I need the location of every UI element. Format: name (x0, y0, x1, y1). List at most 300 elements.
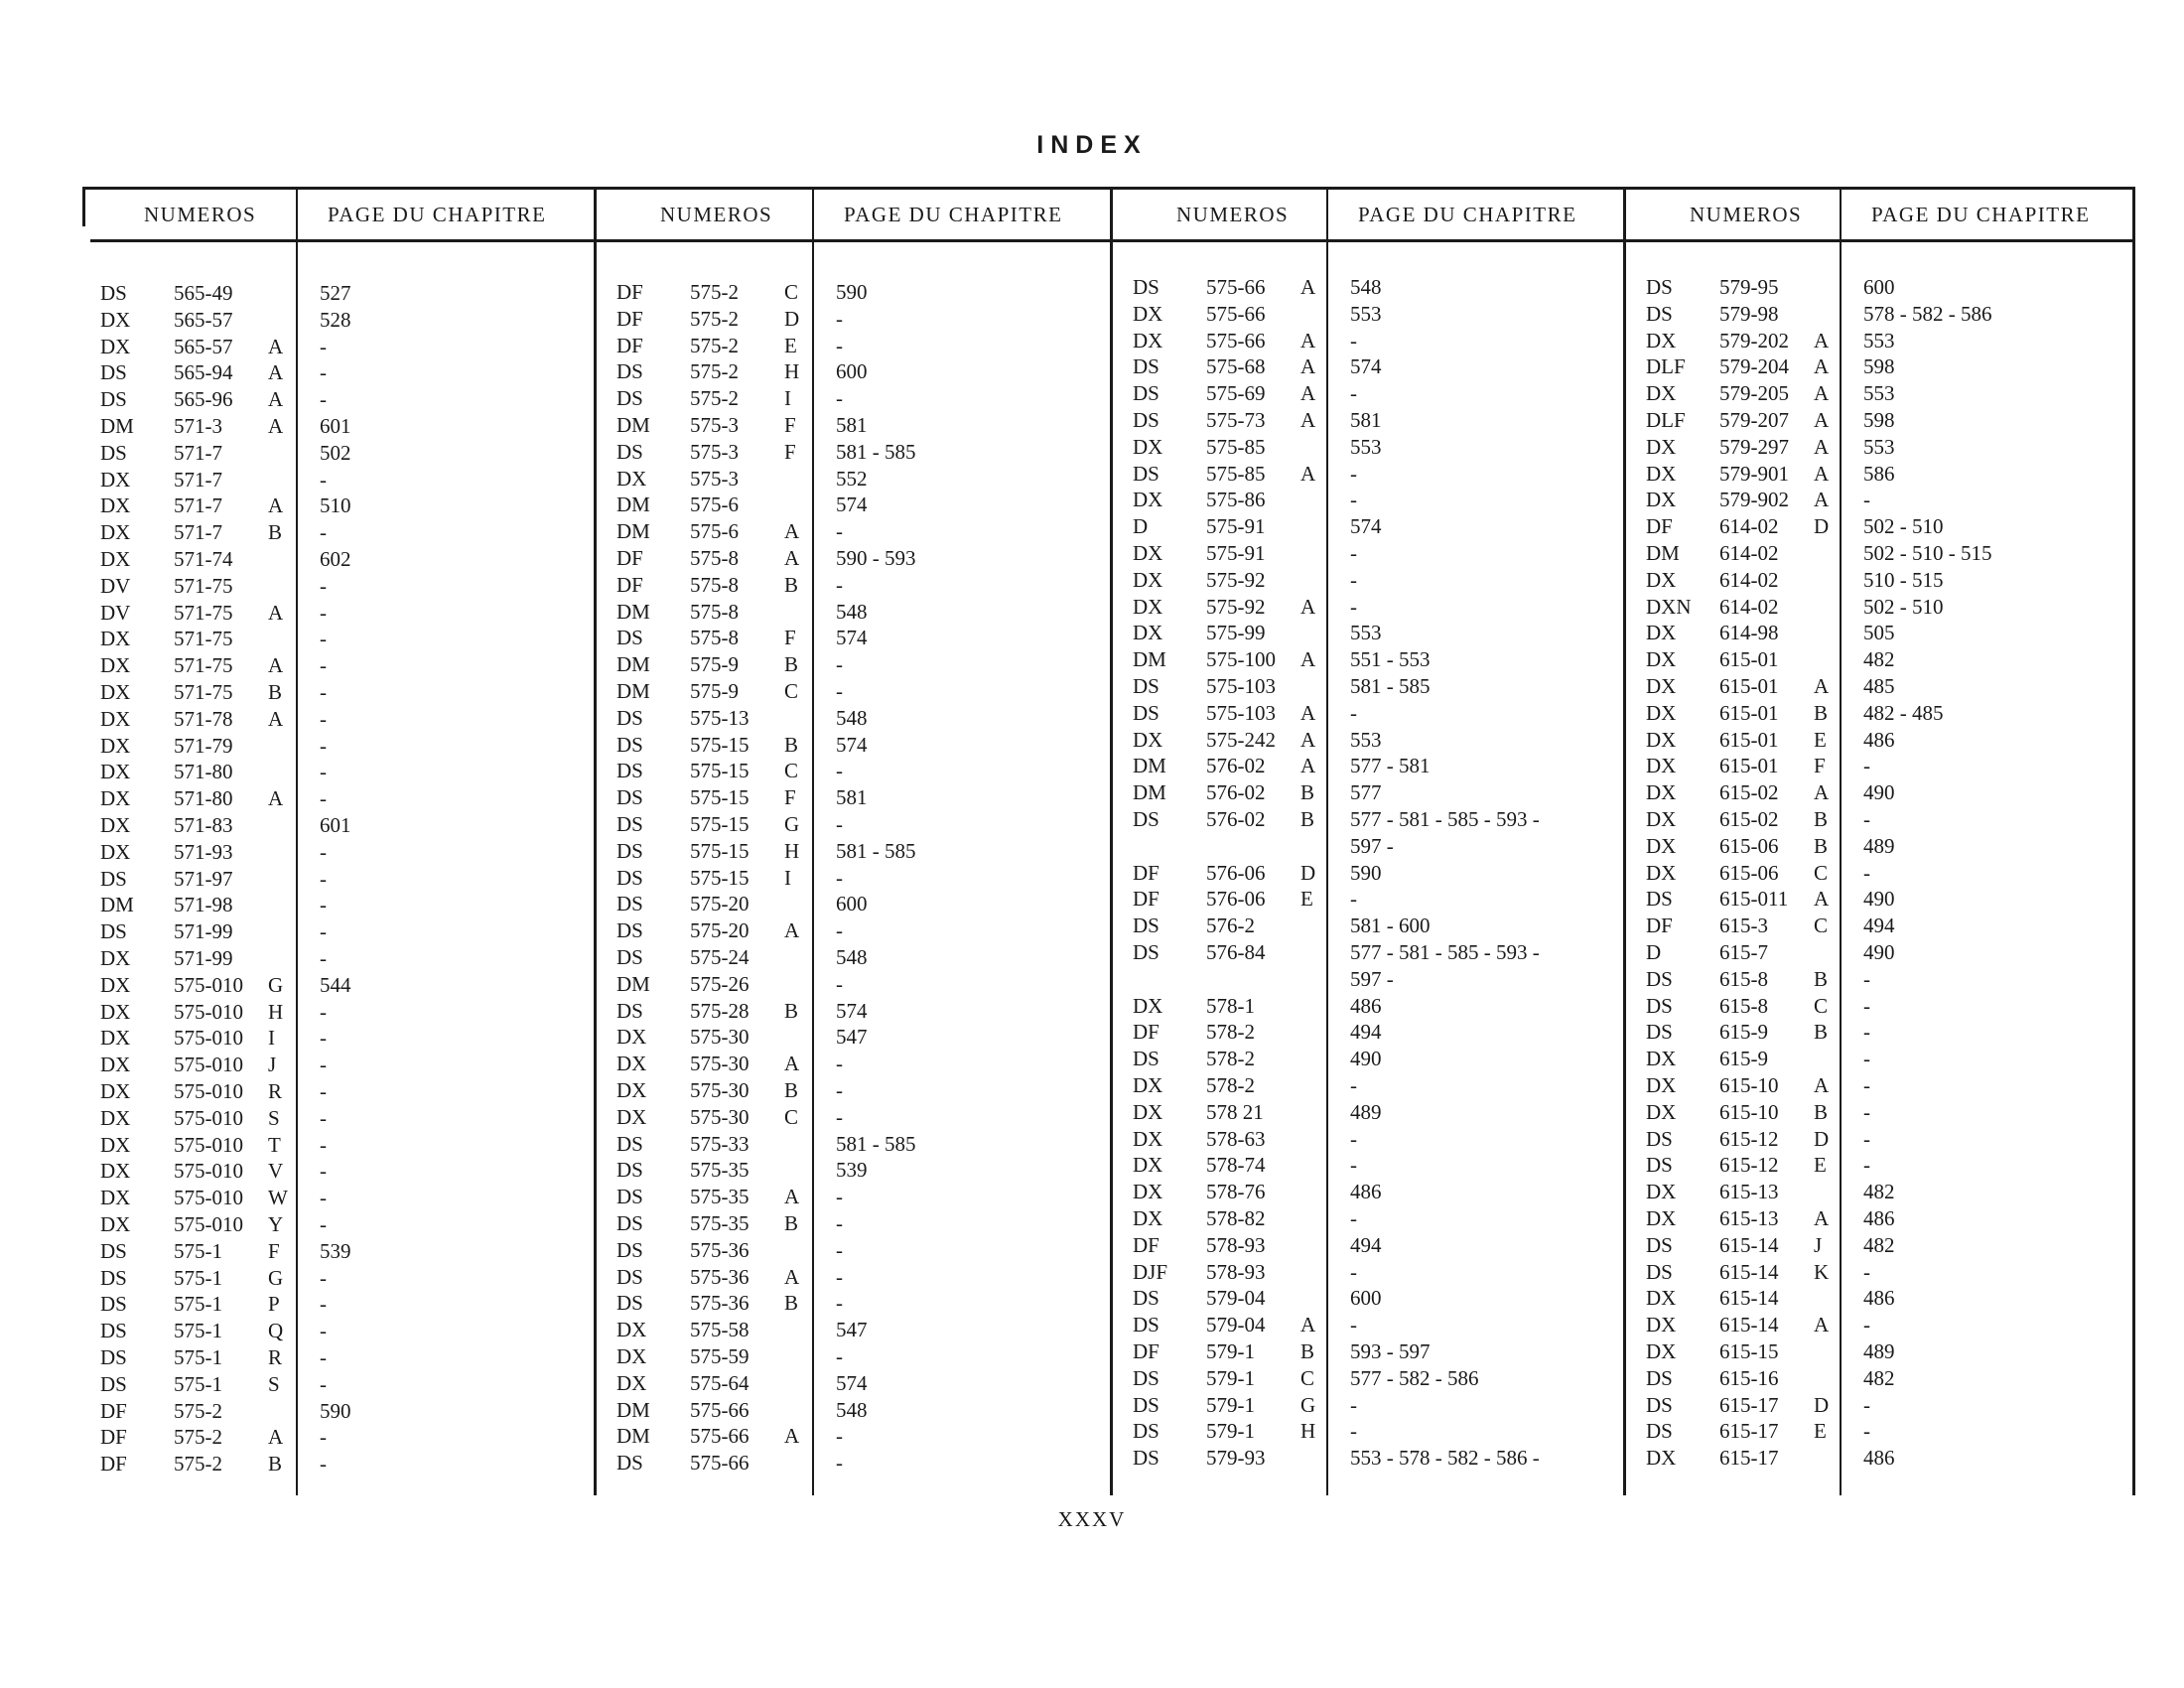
chapter-pages: 494 (1350, 1232, 1382, 1257)
model-code: DJF (1133, 1259, 1168, 1284)
page-title: INDEX (1036, 131, 1148, 159)
model-code: DX (1133, 1153, 1163, 1178)
part-number: 575-103 (1206, 674, 1276, 698)
part-number: 575-36 (690, 1264, 750, 1289)
part-suffix: F (1814, 754, 1826, 778)
model-code: DF (1133, 1232, 1160, 1257)
part-number: 615-8 (1719, 993, 1768, 1018)
part-suffix: A (784, 918, 800, 943)
chapter-pages: - (1350, 1419, 1357, 1444)
chapter-pages: - (320, 1186, 327, 1210)
part-suffix: B (1300, 780, 1315, 805)
part-suffix: A (1814, 328, 1830, 352)
part-number: 575-15 (690, 865, 750, 890)
chapter-pages: - (836, 333, 843, 357)
chapter-pages: - (836, 1052, 843, 1076)
chapter-pages: - (836, 971, 843, 996)
chapter-pages: - (320, 946, 327, 970)
part-number: 575-64 (690, 1370, 750, 1395)
part-number: 615-01 (1719, 674, 1779, 698)
part-suffix: A (1814, 780, 1830, 805)
chapter-pages: - (1350, 1392, 1357, 1417)
model-code: DX (1646, 1339, 1677, 1363)
chapter-pages: 578 - 582 - 586 (1863, 301, 1992, 326)
chapter-pages: - (320, 1105, 327, 1130)
part-suffix: A (1300, 1313, 1316, 1337)
model-code: DS (100, 919, 127, 944)
chapter-pages: 553 (1863, 328, 1895, 352)
chapter-pages: - (1350, 1259, 1357, 1284)
model-code: DX (1133, 1206, 1163, 1230)
part-number: 571-98 (174, 893, 233, 917)
chapter-pages: - (320, 1425, 327, 1450)
chapter-pages: - (836, 572, 843, 597)
chapter-pages: - (836, 1185, 843, 1209)
model-code: DS (616, 626, 643, 650)
part-number: 575-85 (1206, 434, 1266, 459)
chapter-pages: - (836, 306, 843, 331)
part-suffix: B (268, 680, 283, 704)
chapter-pages: - (1863, 754, 1870, 778)
model-code: DX (1646, 754, 1677, 778)
model-code: DS (1133, 1392, 1160, 1417)
part-number: 575-1 (174, 1265, 222, 1290)
part-number: 575-92 (1206, 567, 1266, 592)
part-suffix: C (784, 280, 799, 304)
part-suffix: A (1814, 1313, 1830, 1337)
model-code: DX (1646, 461, 1677, 486)
model-code: DX (1646, 1047, 1677, 1071)
part-suffix: A (1300, 647, 1316, 672)
part-number: 579-04 (1206, 1286, 1266, 1311)
model-code: DS (616, 1185, 643, 1209)
chapter-pages: - (836, 1344, 843, 1368)
part-number: 571-79 (174, 733, 233, 758)
model-code: DX (1133, 621, 1163, 645)
part-number: 575-24 (690, 945, 750, 969)
model-code: DX (1133, 1126, 1163, 1151)
model-code: DM (616, 971, 650, 996)
part-suffix: E (1814, 727, 1827, 752)
part-number: 614-02 (1719, 541, 1779, 565)
part-suffix: A (1814, 674, 1830, 698)
part-suffix: A (1300, 754, 1316, 778)
model-code: DF (100, 1452, 127, 1477)
model-code: DS (1646, 1392, 1673, 1417)
part-number: 575-26 (690, 971, 750, 996)
model-code: DS (1646, 301, 1673, 326)
chapter-pages: 510 (320, 493, 351, 518)
part-number: 578-93 (1206, 1259, 1266, 1284)
chapter-pages: 494 (1863, 914, 1895, 938)
part-number: 575-15 (690, 785, 750, 810)
part-number: 571-97 (174, 866, 233, 891)
model-code: DX (1646, 567, 1677, 592)
part-suffix: A (268, 493, 284, 518)
table-top-rule (82, 187, 2135, 190)
part-number: 615-9 (1719, 1047, 1768, 1071)
model-code: DV (100, 573, 131, 598)
chapter-pages: - (1350, 328, 1357, 352)
part-number: 579-98 (1719, 301, 1779, 326)
model-code: DS (100, 866, 127, 891)
chapter-pages: - (836, 1237, 843, 1262)
part-number: 575-100 (1206, 647, 1276, 672)
part-number: 614-98 (1719, 621, 1779, 645)
model-code: DX (100, 680, 131, 704)
model-code: DX (1646, 621, 1677, 645)
part-number: 579-204 (1719, 354, 1789, 379)
part-suffix: D (1814, 1392, 1830, 1417)
chapter-pages: 577 (1350, 780, 1382, 805)
model-code: DF (1133, 1020, 1160, 1045)
model-code: DX (1133, 993, 1163, 1018)
model-code: DX (100, 1053, 131, 1077)
model-code: DS (616, 386, 643, 411)
chapter-pages: 590 (1350, 860, 1382, 885)
part-number: 575-66 (690, 1397, 750, 1422)
part-number: 575-3 (690, 466, 739, 491)
model-code: DS (100, 1292, 127, 1317)
model-code: DS (1646, 275, 1673, 299)
part-number: 576-02 (1206, 780, 1266, 805)
part-number: 575-010 (174, 1132, 243, 1157)
model-code: DX (1646, 833, 1677, 858)
model-code: DM (616, 1424, 650, 1449)
model-code: DS (1133, 1419, 1160, 1444)
part-number: 575-35 (690, 1211, 750, 1235)
part-suffix: A (268, 600, 284, 625)
chapter-pages: 485 (1863, 674, 1895, 698)
model-code: DS (1646, 1365, 1673, 1390)
chapter-pages: 494 (1350, 1020, 1382, 1045)
chapter-pages: 502 - 510 (1863, 594, 1944, 619)
model-code: DS (1133, 1313, 1160, 1337)
part-number: 578-76 (1206, 1180, 1266, 1204)
part-number: 579-902 (1719, 488, 1789, 512)
chapter-pages: 548 (836, 599, 868, 624)
part-number: 575-36 (690, 1291, 750, 1316)
part-suffix: R (268, 1345, 283, 1369)
part-number: 571-74 (174, 547, 233, 571)
chapter-pages: - (1863, 1392, 1870, 1417)
chapter-pages: - (1863, 1126, 1870, 1151)
chapter-pages: - (320, 467, 327, 492)
part-number: 578-63 (1206, 1126, 1266, 1151)
chapter-pages: - (320, 387, 327, 412)
chapter-pages: - (1350, 594, 1357, 619)
model-code: DX (1646, 1286, 1677, 1311)
chapter-pages: - (1350, 1126, 1357, 1151)
model-code: DX (1646, 1313, 1677, 1337)
part-number: 615-12 (1719, 1126, 1779, 1151)
model-code: DS (616, 1131, 643, 1156)
part-number: 575-103 (1206, 700, 1276, 725)
part-number: 571-80 (174, 760, 233, 784)
column-separator (296, 187, 298, 1495)
part-number: 575-2 (690, 333, 739, 357)
part-suffix: H (784, 359, 800, 384)
part-number: 576-06 (1206, 887, 1266, 912)
part-number: 571-7 (174, 467, 222, 492)
model-code: DX (1646, 727, 1677, 752)
model-code: DX (100, 307, 131, 332)
part-number: 579-297 (1719, 434, 1789, 459)
chapter-pages: 539 (320, 1238, 351, 1263)
part-number: 575-010 (174, 972, 243, 997)
chapter-pages: - (320, 999, 327, 1024)
chapter-pages: 581 - 585 (836, 1131, 916, 1156)
chapter-pages: 577 - 581 - 585 - 593 - (1350, 807, 1540, 831)
model-code: DF (1133, 860, 1160, 885)
part-suffix: A (784, 1052, 800, 1076)
part-number: 571-80 (174, 786, 233, 811)
chapter-pages: - (836, 519, 843, 544)
chapter-pages: - (320, 1212, 327, 1236)
model-code: DS (1646, 1126, 1673, 1151)
chapter-pages: 482 (1863, 1365, 1895, 1390)
model-code: DS (1646, 1020, 1673, 1045)
part-number: 575-66 (1206, 275, 1266, 299)
model-code: DF (616, 280, 643, 304)
model-code: DX (1646, 1446, 1677, 1471)
part-number: 615-10 (1719, 1073, 1779, 1097)
part-number: 571-7 (174, 520, 222, 545)
model-code: DS (616, 359, 643, 384)
chapter-pages: - (320, 733, 327, 758)
part-number: 575-30 (690, 1104, 750, 1129)
model-code: DS (616, 918, 643, 943)
model-code: DS (1133, 674, 1160, 698)
part-suffix: A (1814, 434, 1830, 459)
model-code: DS (616, 1211, 643, 1235)
part-suffix: D (1300, 860, 1316, 885)
chapter-pages: 552 (836, 466, 868, 491)
part-suffix: A (1300, 727, 1316, 752)
header-numeros: NUMEROS (144, 203, 257, 226)
chapter-pages: 581 (836, 413, 868, 437)
part-number: 571-99 (174, 919, 233, 944)
part-number: 575-010 (174, 1026, 243, 1051)
chapter-pages: 527 (320, 281, 351, 305)
model-code: DX (100, 1186, 131, 1210)
chapter-pages: 598 (1863, 354, 1895, 379)
model-code: DX (1646, 807, 1677, 831)
model-code: DF (616, 333, 643, 357)
header-page-du-chapitre: PAGE DU CHAPITRE (844, 203, 1063, 226)
part-number: 575-242 (1206, 727, 1276, 752)
part-suffix: B (1814, 966, 1829, 991)
chapter-pages: - (320, 1371, 327, 1396)
model-code: DX (1133, 1180, 1163, 1204)
part-number: 575-92 (1206, 594, 1266, 619)
model-code: DS (100, 1319, 127, 1343)
part-number: 579-205 (1719, 381, 1789, 406)
model-code: DS (100, 1238, 127, 1263)
part-number: 615-06 (1719, 860, 1779, 885)
chapter-pages: 581 (836, 785, 868, 810)
model-code: DX (616, 1370, 647, 1395)
part-suffix: C (784, 1104, 799, 1129)
part-number: 575-2 (174, 1452, 222, 1477)
part-number: 614-02 (1719, 567, 1779, 592)
part-suffix: S (268, 1371, 280, 1396)
part-suffix: A (784, 1264, 800, 1289)
part-number: 615-16 (1719, 1365, 1779, 1390)
model-code: DS (616, 1158, 643, 1183)
part-number: 614-02 (1719, 514, 1779, 539)
model-code: DM (616, 652, 650, 677)
part-suffix: B (1300, 807, 1315, 831)
model-code: DF (1646, 914, 1673, 938)
part-number: 579-95 (1719, 275, 1779, 299)
part-number: 575-2 (690, 306, 739, 331)
model-code: DX (1646, 434, 1677, 459)
model-code: DS (616, 439, 643, 464)
chapter-pages: - (836, 1078, 843, 1102)
part-number: 615-8 (1719, 966, 1768, 991)
chapter-pages: 548 (836, 705, 868, 730)
chapter-pages: - (1863, 1020, 1870, 1045)
chapter-pages: 528 (320, 307, 351, 332)
part-number: 578-2 (1206, 1020, 1255, 1045)
chapter-pages: 544 (320, 972, 351, 997)
model-code: DX (100, 999, 131, 1024)
part-number: 579-04 (1206, 1313, 1266, 1337)
part-number: 575-36 (690, 1237, 750, 1262)
part-number: 571-75 (174, 653, 233, 678)
part-number: 565-57 (174, 334, 233, 358)
part-number: 578-1 (1206, 993, 1255, 1018)
part-number: 575-66 (690, 1451, 750, 1476)
chapter-pages: - (1863, 860, 1870, 885)
part-number: 575-2 (690, 386, 739, 411)
chapter-pages: - (320, 839, 327, 864)
model-code: DX (1646, 1073, 1677, 1097)
chapter-pages: 482 (1863, 1180, 1895, 1204)
part-number: 615-12 (1719, 1153, 1779, 1178)
part-number: 615-14 (1719, 1259, 1779, 1284)
part-number: 575-20 (690, 892, 750, 916)
chapter-pages: 590 (836, 280, 868, 304)
chapter-pages: - (1350, 541, 1357, 565)
part-number: 575-28 (690, 998, 750, 1023)
part-number: 578-2 (1206, 1047, 1255, 1071)
part-number: 579-93 (1206, 1446, 1266, 1471)
group-separator (594, 187, 597, 1495)
part-suffix: G (268, 972, 284, 997)
model-code: DX (1646, 674, 1677, 698)
part-suffix: D (784, 306, 800, 331)
part-number: 565-96 (174, 387, 233, 412)
part-number: 615-02 (1719, 780, 1779, 805)
model-code: DS (1133, 940, 1160, 964)
model-code: DLF (1646, 354, 1686, 379)
chapter-pages: 598 (1863, 408, 1895, 432)
chapter-pages: - (320, 866, 327, 891)
chapter-pages: - (320, 1345, 327, 1369)
group-separator (1623, 187, 1626, 1495)
part-suffix: B (268, 1452, 283, 1477)
model-code: DS (616, 759, 643, 783)
chapter-pages: 590 (320, 1398, 351, 1423)
model-code: DX (1133, 488, 1163, 512)
chapter-pages: 553 (1863, 434, 1895, 459)
model-code: DM (1133, 780, 1166, 805)
part-number: 615-06 (1719, 833, 1779, 858)
part-number: 575-8 (690, 626, 739, 650)
part-suffix: A (1814, 461, 1830, 486)
part-number: 615-15 (1719, 1339, 1779, 1363)
part-number: 615-01 (1719, 647, 1779, 672)
model-code: DX (100, 493, 131, 518)
table-left-border (82, 187, 85, 226)
part-suffix: Y (268, 1212, 284, 1236)
part-number: 575-86 (1206, 488, 1266, 512)
model-code: DS (100, 281, 127, 305)
part-suffix: A (1814, 488, 1830, 512)
part-number: 615-17 (1719, 1392, 1779, 1417)
model-code: DX (1646, 1180, 1677, 1204)
part-suffix: C (784, 759, 799, 783)
part-suffix: F (784, 439, 796, 464)
header-numeros: NUMEROS (1690, 203, 1803, 226)
part-suffix: A (268, 414, 284, 438)
model-code: DM (616, 492, 650, 517)
part-number: 575-91 (1206, 541, 1266, 565)
part-suffix: B (1814, 833, 1829, 858)
part-suffix: A (784, 1185, 800, 1209)
chapter-pages: - (320, 1319, 327, 1343)
part-suffix: C (1300, 1365, 1315, 1390)
model-code: DX (100, 1132, 131, 1157)
model-code: DS (1133, 354, 1160, 379)
model-code: DM (616, 599, 650, 624)
part-suffix: A (268, 334, 284, 358)
chapter-pages: - (1863, 1153, 1870, 1178)
model-code: DS (1133, 807, 1160, 831)
chapter-pages: 581 - 585 (836, 838, 916, 863)
part-suffix: H (268, 999, 284, 1024)
model-code: DS (1133, 461, 1160, 486)
chapter-pages: 600 (1863, 275, 1895, 299)
part-suffix: B (1814, 1020, 1829, 1045)
part-number: 571-75 (174, 627, 233, 651)
part-number: 565-57 (174, 307, 233, 332)
part-number: 615-13 (1719, 1206, 1779, 1230)
model-code: DS (1133, 700, 1160, 725)
part-number: 575-6 (690, 492, 739, 517)
model-code: DS (1133, 408, 1160, 432)
model-code: DX (616, 1104, 647, 1129)
chapter-pages: 489 (1863, 833, 1895, 858)
part-suffix: T (268, 1132, 281, 1157)
chapter-pages: - (836, 1211, 843, 1235)
chapter-pages: - (1863, 1073, 1870, 1097)
part-number: 575-010 (174, 1105, 243, 1130)
part-number: 575-8 (690, 599, 739, 624)
part-number: 575-68 (1206, 354, 1266, 379)
part-suffix: K (1814, 1259, 1830, 1284)
part-suffix: A (1300, 381, 1316, 406)
chapter-pages: - (320, 1265, 327, 1290)
part-suffix: E (1300, 887, 1313, 912)
chapter-pages: 574 (836, 1370, 868, 1395)
model-code: DS (1646, 1259, 1673, 1284)
part-number: 576-2 (1206, 914, 1255, 938)
part-suffix: A (1300, 275, 1316, 299)
chapter-pages: - (836, 918, 843, 943)
